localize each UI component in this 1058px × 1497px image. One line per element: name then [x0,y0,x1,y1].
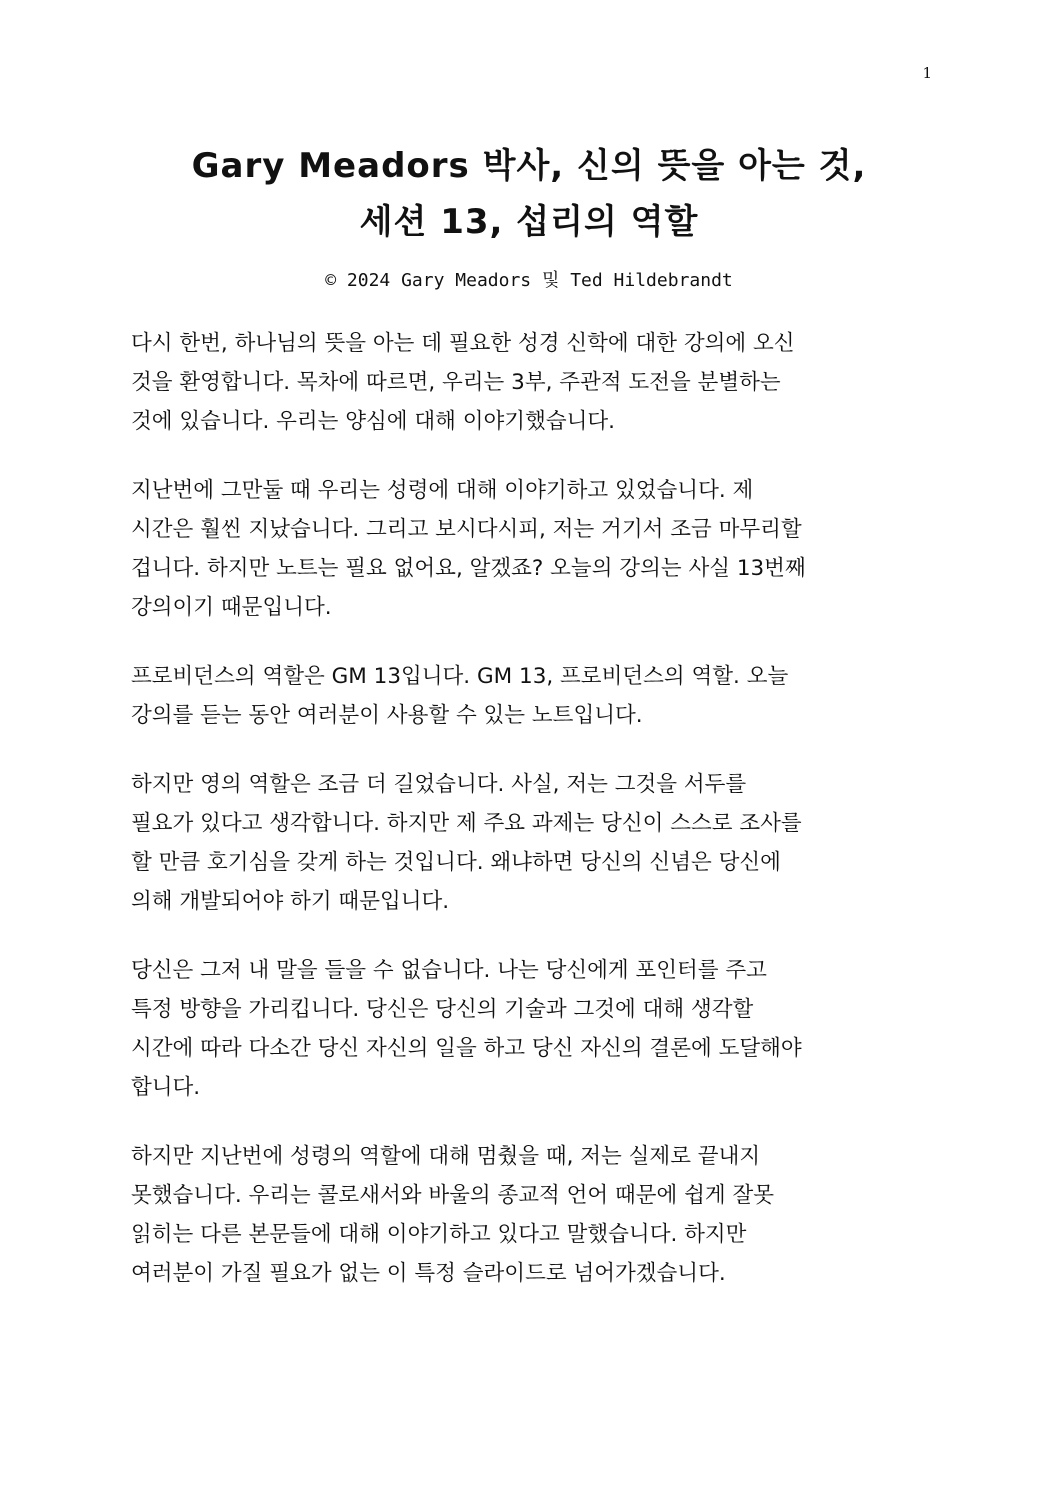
paragraph-line: 당신은 그저 내 말을 들을 수 없습니다. 나는 당신에게 포인터를 주고 [131,958,767,983]
paragraph-line: 하지만 영의 역할은 조금 더 길었습니다. 사실, 저는 그것을 서두를 [131,772,747,797]
paragraph-line: 겁니다. 하지만 노트는 필요 없어요, 알겠죠? 오늘의 강의는 사실 13번째 [131,556,806,581]
paragraph [131,765,931,921]
title-line-2: 세션 13, 섭리의 역할 [359,202,699,242]
paragraph-line: 못했습니다. 우리는 콜로새서와 바울의 종교적 언어 때문에 쉽게 잘못 [131,1183,775,1208]
paragraph-line: 읽히는 다른 본문들에 대해 이야기하고 있다고 말했습니다. 하지만 [131,1222,747,1247]
paragraph-line: 특정 방향을 가리킵니다. 당신은 당신의 기술과 그것에 대해 생각할 [131,997,754,1022]
body-text [131,324,931,1323]
paragraph-line: 강의를 듣는 동안 여러분이 사용할 수 있는 노트입니다. [131,703,643,728]
paragraph-line: 다시 한번, 하나님의 뜻을 아는 데 필요한 성경 신학에 대한 강의에 오신 [131,331,795,356]
paragraph [131,657,931,735]
paragraph [131,324,931,441]
paragraph-line: 합니다. [131,1075,201,1100]
paragraph-line: 강의이기 때문입니다. [131,595,332,620]
paragraph-line: 할 만큼 호기심을 갖게 하는 것입니다. 왜냐하면 당신의 신념은 당신에 [131,850,781,875]
paragraph-line: 것에 있습니다. 우리는 양심에 대해 이야기했습니다. [131,409,615,434]
paragraph-line: 시간은 훨씬 지났습니다. 그리고 보시다시피, 저는 거기서 조금 마무리할 [131,517,802,542]
paragraph-line: 하지만 지난번에 성령의 역할에 대해 멈췄을 때, 저는 실제로 끝내지 [131,1144,761,1169]
paragraph-line: 시간에 따라 다소간 당신 자신의 일을 하고 당신 자신의 결론에 도달해야 [131,1036,802,1061]
paragraph [131,951,931,1107]
page-number: 1 [922,64,932,82]
paragraph-line: 것을 환영합니다. 목차에 따르면, 우리는 3부, 주관적 도전을 분별하는 [131,370,781,395]
document-title [60,138,998,250]
paragraph-line: 여러분이 가질 필요가 없는 이 특정 슬라이드로 넘어가겠습니다. [131,1261,726,1286]
paragraph-line: 의해 개발되어야 하기 때문입니다. [131,889,450,914]
paragraph-line: 필요가 있다고 생각합니다. 하지만 제 주요 과제는 당신이 스스로 조사를 [131,811,802,836]
title-line-1: Gary Meadors 박사, 신의 뜻을 아는 것, [191,146,867,186]
paragraph [131,471,931,627]
paragraph-line: 지난번에 그만둘 때 우리는 성령에 대해 이야기하고 있었습니다. 제 [131,478,754,503]
copyright-line: © 2024 Gary Meadors 및 Ted Hildebrandt [325,270,733,291]
paragraph [131,1137,931,1293]
paragraph-line: 프로비던스의 역할은 GM 13입니다. GM 13, 프로비던스의 역할. 오늘 [131,664,789,689]
